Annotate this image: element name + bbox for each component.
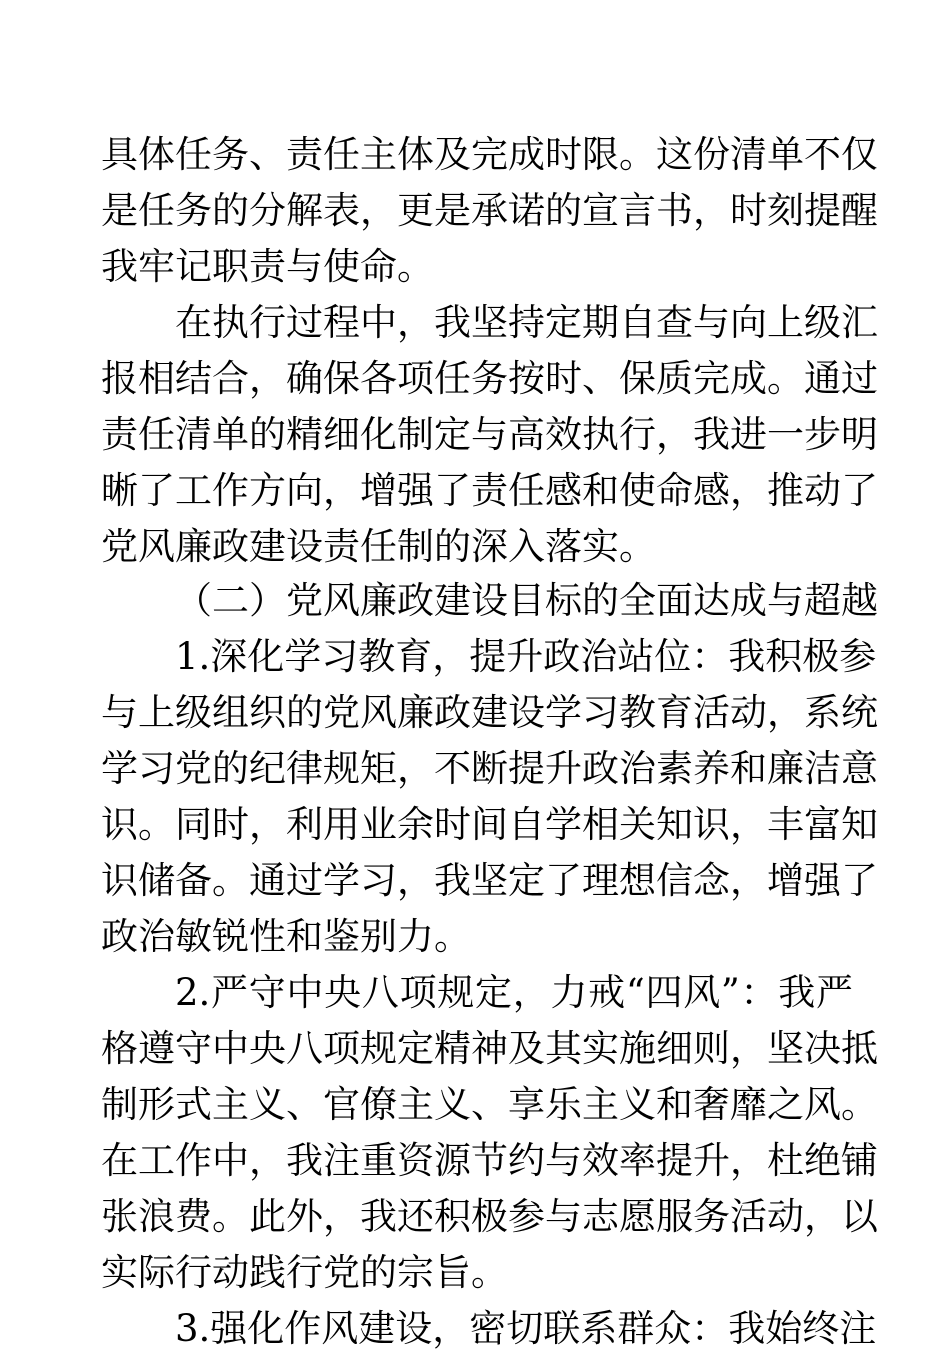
text-line-6: 责任清单的精细化制定与高效执行，我进一步明: [101, 413, 878, 456]
text-line-22: 3.强化作风建设，密切联系群众：我始终注: [175, 1307, 877, 1350]
text-line-14: 识储备。通过学习，我坚定了理想信念，增强了: [101, 859, 878, 902]
text-line-11: 与上级组织的党风廉政建设学习教育活动，系统: [101, 691, 878, 734]
text-line-2: 是任务的分解表，更是承诺的宣言书，时刻提醒: [101, 189, 878, 232]
text-line-4: 在执行过程中，我坚持定期自查与向上级汇: [175, 301, 878, 344]
text-line-15: 政治敏锐性和鉴别力。: [101, 915, 471, 958]
text-line-18: 制形式主义、官僚主义、享乐主义和奢靡之风。: [101, 1083, 878, 1126]
text-line-17: 格遵守中央八项规定精神及其实施细则，坚决抵: [101, 1027, 878, 1070]
text-line-16: 2.严守中央八项规定，力戒“四风”：我严: [175, 971, 853, 1014]
text-line-3: 我牢记职责与使命。: [101, 245, 434, 288]
text-line-5: 报相结合，确保各项任务按时、保质完成。通过: [101, 357, 878, 400]
text-line-20: 张浪费。此外，我还积极参与志愿服务活动，以: [101, 1195, 878, 1238]
text-line-12: 学习党的纪律规矩，不断提升政治素养和廉洁意: [101, 747, 878, 790]
text-line-19: 在工作中，我注重资源节约与效率提升，杜绝铺: [101, 1139, 878, 1182]
text-line-13: 识。同时，利用业余时间自学相关知识，丰富知: [101, 803, 878, 846]
text-line-7: 晰了工作方向，增强了责任感和使命感，推动了: [101, 469, 878, 512]
text-line-21: 实际行动践行党的宗旨。: [101, 1251, 508, 1294]
section-heading: （二）党风廉政建设目标的全面达成与超越: [175, 579, 878, 622]
text-line-1: 具体任务、责任主体及完成时限。这份清单不仅: [101, 133, 878, 176]
text-line-8: 党风廉政建设责任制的深入落实。: [101, 525, 656, 568]
text-line-10: 1.深化学习教育，提升政治站位：我积极参: [175, 635, 877, 678]
